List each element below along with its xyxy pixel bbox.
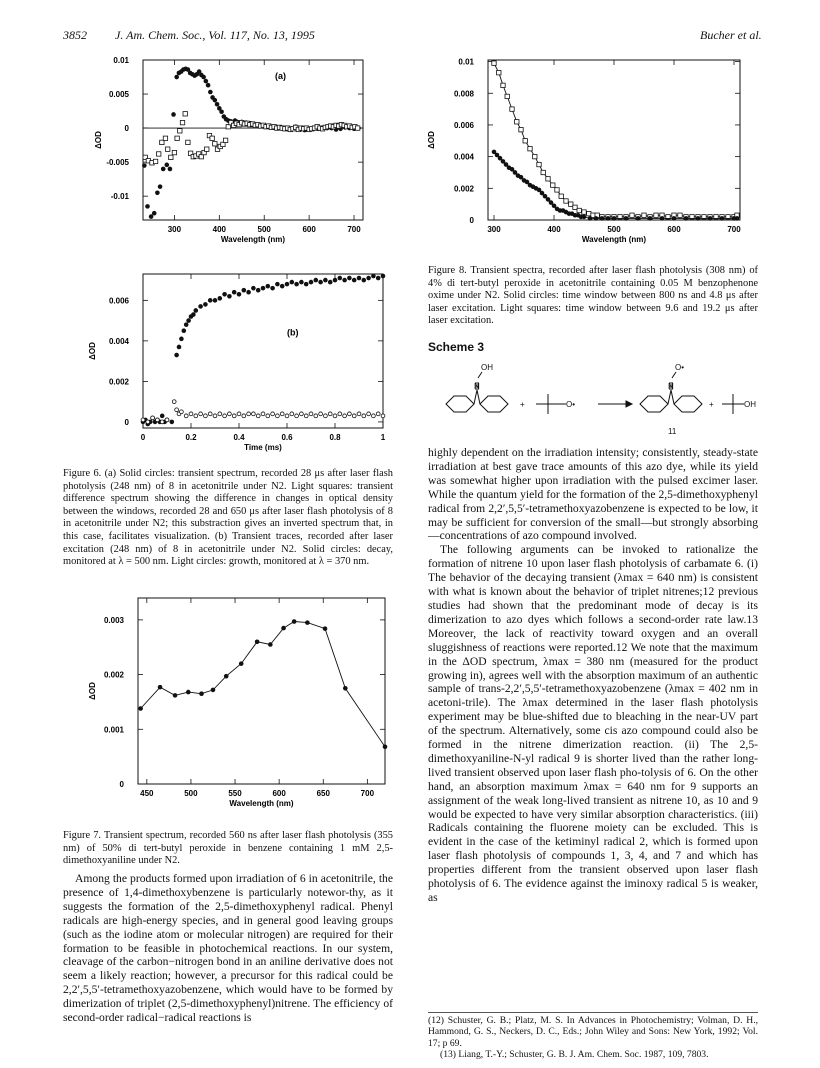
data-point xyxy=(242,414,246,418)
data-point xyxy=(343,686,348,691)
data-point xyxy=(569,202,573,206)
data-point xyxy=(222,292,227,297)
data-point xyxy=(211,688,216,693)
x-tick-label: 500 xyxy=(257,225,271,234)
data-point xyxy=(186,318,191,323)
compound-number: 11 xyxy=(668,427,677,436)
x-tick-label: 700 xyxy=(347,225,361,234)
data-point xyxy=(564,199,568,203)
y-tick-label: -0.01 xyxy=(110,192,129,202)
data-point xyxy=(328,280,333,285)
data-point xyxy=(160,414,165,419)
data-point xyxy=(199,691,204,696)
data-point xyxy=(172,400,176,404)
data-point xyxy=(299,280,304,285)
data-point xyxy=(497,70,501,74)
x-tick-label: 300 xyxy=(167,225,182,234)
data-point xyxy=(175,136,179,140)
data-point xyxy=(168,167,173,172)
scheme-atom-label: O• xyxy=(675,363,685,372)
data-point xyxy=(594,216,599,221)
plot-frame xyxy=(138,598,385,784)
data-point xyxy=(323,278,328,283)
data-point xyxy=(158,184,163,189)
data-point xyxy=(157,152,161,156)
y-tick-label: 0.002 xyxy=(108,377,129,387)
scheme-3-reaction xyxy=(428,356,760,440)
data-point xyxy=(285,414,289,418)
y-tick-label: 0 xyxy=(124,417,129,427)
data-point xyxy=(208,412,212,416)
phenyl-ring xyxy=(674,396,702,412)
data-point xyxy=(300,412,304,416)
scheme-atom-label: N xyxy=(474,382,480,391)
data-point xyxy=(172,150,176,154)
data-point xyxy=(294,282,299,287)
x-tick-label: 650 xyxy=(316,789,330,798)
data-point xyxy=(169,155,173,159)
data-point xyxy=(492,61,496,65)
figure-6a-chart xyxy=(63,48,403,253)
data-point xyxy=(309,412,313,416)
data-point xyxy=(357,276,362,281)
phenyl-ring xyxy=(446,396,474,412)
data-point xyxy=(352,414,356,418)
data-point xyxy=(271,412,275,416)
data-point xyxy=(515,120,519,124)
y-tick-label: 0.002 xyxy=(453,184,474,194)
y-tick-label: 0.002 xyxy=(103,670,124,680)
data-point xyxy=(314,278,319,283)
data-point xyxy=(735,216,740,221)
data-point xyxy=(184,414,188,418)
data-point xyxy=(256,414,260,418)
x-tick-label: 600 xyxy=(302,225,316,234)
x-tick-label: 0.4 xyxy=(233,433,245,442)
data-point xyxy=(342,278,347,283)
data-point xyxy=(280,284,285,289)
x-tick-label: 0.8 xyxy=(329,433,341,442)
data-point xyxy=(204,79,209,84)
data-point xyxy=(251,286,256,291)
data-point xyxy=(268,642,273,647)
data-point xyxy=(537,162,541,166)
data-point xyxy=(242,288,247,293)
x-tick-label: 700 xyxy=(360,789,375,798)
data-point xyxy=(210,136,214,140)
panel-label: (a) xyxy=(275,71,286,82)
data-point xyxy=(171,112,176,117)
data-point xyxy=(381,414,385,418)
data-point xyxy=(678,213,682,217)
data-point xyxy=(175,408,179,412)
data-point xyxy=(319,412,323,416)
data-point xyxy=(203,302,208,307)
panel-label: (b) xyxy=(287,327,299,338)
data-point xyxy=(587,211,591,215)
data-point xyxy=(201,75,206,80)
data-point xyxy=(256,288,261,293)
x-tick-label: 300 xyxy=(487,225,501,234)
data-point xyxy=(720,216,725,221)
data-point xyxy=(213,142,217,146)
data-point xyxy=(179,337,184,342)
data-point xyxy=(505,94,509,98)
data-point xyxy=(189,412,193,416)
data-point xyxy=(266,284,271,289)
data-point xyxy=(153,159,157,163)
data-point xyxy=(600,216,605,221)
data-point xyxy=(173,693,178,698)
data-point xyxy=(304,414,308,418)
x-axis-label: Wavelength (nm) xyxy=(220,235,286,244)
data-point xyxy=(138,706,143,711)
data-point xyxy=(204,414,208,418)
data-point xyxy=(684,216,689,221)
data-point xyxy=(357,412,361,416)
data-point xyxy=(266,414,270,418)
data-point xyxy=(213,414,217,418)
data-point xyxy=(170,420,175,425)
data-point xyxy=(381,274,386,279)
data-point xyxy=(223,414,227,418)
figure-7-chart xyxy=(63,592,403,817)
data-point xyxy=(215,102,220,107)
x-tick-label: 400 xyxy=(212,225,227,234)
data-point xyxy=(177,345,182,350)
data-point xyxy=(528,147,532,151)
right-column-body xyxy=(428,446,758,905)
data-point xyxy=(191,312,196,317)
paragraph: highly dependent on the irradiation intensity; consistently, steady-state irradiation at best gave trace amounts of this azo dye, while its yield was somewhat higher upon irradiation with the pulsed excimer laser. While the quantum yield for the formation of the 2,5-dimethoxyphenyl radical from 2,2′,5,5′-tetramethoxyazobenzene is expected to be low, it may be sufficient for conversion of the small—but strongly absorbing—concentrations of azo compound involved. xyxy=(428,446,758,543)
data-point xyxy=(184,322,189,327)
y-axis-label: ΔOD xyxy=(427,131,436,149)
figure-6-caption: Figure 6. (a) Solid circles: transient spectrum, recorded 28 μs after laser flash photolysis (248 nm) of 8 in acetonitrile under N2. Light squares: transient difference spectrum showing the difference in changes in optical density between the windows, recorded 28 and 650 μs after laser flash photolysis of 8 in acetonitrile under N2; this substraction gives an inverted spectrum that, in this case, facilitates visualization. (b) Transient traces, recorded after laser excitation (248 nm) of 8 in acetonitrile under N2. Solid circles: decay, monitored at λ = 500 nm. Light circles: growth, monitored at λ = 370 nm. xyxy=(63,468,393,568)
data-point xyxy=(636,216,641,221)
x-tick-label: 0.6 xyxy=(281,433,293,442)
y-axis-label: ΔOD xyxy=(94,131,103,149)
data-point xyxy=(606,216,611,221)
data-point xyxy=(151,416,155,420)
y-tick-label: 0.008 xyxy=(453,89,474,99)
data-point xyxy=(149,214,154,219)
data-point xyxy=(163,136,167,140)
y-tick-label: 0.005 xyxy=(108,90,129,100)
y-axis-label: ΔOD xyxy=(88,342,97,360)
y-tick-label: 0.006 xyxy=(453,120,474,130)
data-point xyxy=(290,412,294,416)
data-point xyxy=(198,304,203,309)
journal-citation: J. Am. Chem. Soc., Vol. 117, No. 13, 1995 xyxy=(115,28,315,42)
data-point xyxy=(582,215,587,220)
data-point xyxy=(347,276,352,281)
data-point xyxy=(309,280,314,285)
data-point xyxy=(261,286,266,291)
data-point xyxy=(376,412,380,416)
data-point xyxy=(371,274,376,279)
x-tick-label: 700 xyxy=(727,225,741,234)
data-point xyxy=(318,280,323,285)
y-axis-label: ΔOD xyxy=(88,682,97,700)
y-tick-label: 0.004 xyxy=(108,336,129,346)
data-point xyxy=(338,276,343,281)
data-point xyxy=(152,211,157,216)
footnote: (12) Schuster, G. B.; Platz, M. S. In Advances in Photochemistry; Volman, D. H., Hammond, G. S., Neckers, D. C., Eds.; John Wiley and Sons: New York, 1992; Vol. 17; p 69. xyxy=(428,1015,758,1049)
x-tick-label: 500 xyxy=(184,789,198,798)
data-point xyxy=(304,282,309,287)
y-tick-label: -0.005 xyxy=(106,158,129,168)
data-point xyxy=(165,418,169,422)
data-point xyxy=(588,216,593,221)
data-point xyxy=(218,412,222,416)
data-point xyxy=(208,298,213,303)
data-point xyxy=(648,216,653,221)
data-point xyxy=(624,216,629,221)
paragraph: Among the products formed upon irradiation of 6 in acetonitrile, the presence of 1,4-dimethoxybenzene is particularly notewor-thy, as it suggests the formation of the 2,5-dimethoxyphenyl radical. Phenyl radicals are high-energy species, and in general good leaving groups (such as the iodine atom or molecular nitrogen) are required for their formation to be feasible in photochemical reactions. In our system, cleavage of the carbon−nitrogen bond in an aniline derivative does not seem a likely reaction; however, a precursor for this radical could be 2,2′,5,5′-tetramethoxyazobenzene, which would have to be formed by dimerization of triplet (2,5-dimethoxyphenyl)nitrene. The efficiency of second-order radical−radical reactions is xyxy=(63,872,393,1025)
data-point xyxy=(160,420,164,424)
data-point xyxy=(328,412,332,416)
data-point xyxy=(612,216,617,221)
y-tick-label: 0.001 xyxy=(103,725,124,735)
y-tick-label: 0 xyxy=(124,124,129,134)
data-point xyxy=(559,194,563,198)
data-point xyxy=(156,418,160,422)
scheme-atom-label: O• xyxy=(566,400,576,409)
data-point xyxy=(261,412,265,416)
data-point xyxy=(252,412,256,416)
data-point xyxy=(182,328,187,333)
x-axis-label: Wavelength (nm) xyxy=(229,799,294,808)
data-point xyxy=(146,420,150,424)
data-point xyxy=(276,414,280,418)
scheme-atom-label: N xyxy=(668,382,674,391)
data-point xyxy=(270,286,275,291)
y-tick-label: 0.006 xyxy=(108,296,129,306)
data-point xyxy=(246,290,251,295)
x-axis-label: Wavelength (nm) xyxy=(581,235,647,244)
footnotes xyxy=(428,1012,758,1061)
data-point xyxy=(213,298,218,303)
data-point xyxy=(164,163,169,168)
y-tick-label: 0.004 xyxy=(453,152,474,162)
data-point xyxy=(501,83,505,87)
x-tick-label: 0 xyxy=(140,433,146,442)
data-point xyxy=(178,129,182,133)
data-point xyxy=(708,216,713,221)
data-point xyxy=(338,412,342,416)
data-point xyxy=(348,412,352,416)
data-point xyxy=(573,205,577,209)
left-column-body xyxy=(63,872,393,1025)
data-point xyxy=(180,410,184,414)
scheme-plus: + xyxy=(709,400,714,409)
data-point xyxy=(174,353,179,358)
data-point xyxy=(186,140,190,144)
data-point xyxy=(247,412,251,416)
data-point xyxy=(280,412,284,416)
figure-6b-chart xyxy=(63,262,403,467)
data-point xyxy=(555,188,559,192)
data-point xyxy=(367,412,371,416)
data-point xyxy=(333,278,338,283)
data-point xyxy=(194,308,199,313)
data-point xyxy=(372,414,376,418)
data-point xyxy=(362,414,366,418)
x-tick-label: 500 xyxy=(607,225,621,234)
data-point xyxy=(314,414,318,418)
paragraph: The following arguments can be invoked to rationalize the formation of nitrene 10 upon laser flash photolysis of carbamate 6. (i) The behavior of the decaying transient (λmax = 640 nm) is consistent with what is known about the behavior of triplet nitrenes;12 previous studies had shown that the predominant mode of decay is its dimerization to azo dyes which follows a second-order rate law.13 Moreover, the lack of reactivity toward oxygen and an overall sluggishness of reactions were reported.12 We note that the maximum in the ΔOD spectrum, λmax = 380 nm (measured for the product growing in), agrees well with the absorption maximum of an authentic sample of trans-2,2′,5,5′-tetramethoxyazobenzene (λmax = 402 nm in acetoni-trile). The λmax determined in the laser flash photolysis experiment may be blue-shifted due to bleaching in the near-UV part of the spectrum. Alternatively, some cis azo compound could also be formed in the nitrene dimerization reaction. (ii) The 2,5-dimethoxyaniline-N-yl radical 9 is shorter lived than the rather long-lived transient observed upon laser flash pho-tolysis of 6. On the other hand, an absorption maximum λmax = 640 nm for 9 supports an assignment of the weak long-lived transient as nitrene 10, as 10 and 9 would be expected to have very similar absorption characteristics. (iii) Radicals containing the fluorene moiety can be excluded. This is evident in the case of the ketiminyl radical 2, which is formed upon laser flash photolysis of compounds 1, 3, 4, and 7 and which has properties different from the transient observed upon laser flash photolysis of 6. The evidence against the iminoxy radical 5 is weaker, as xyxy=(428,543,758,904)
x-tick-label: 550 xyxy=(228,789,242,798)
data-point xyxy=(237,292,242,297)
plot-frame xyxy=(143,274,383,428)
data-point xyxy=(205,147,209,151)
data-point xyxy=(145,204,150,209)
y-tick-label: 0 xyxy=(469,216,474,225)
data-point xyxy=(376,276,381,281)
figure-8-caption: Figure 8. Transient spectra, recorded after laser flash photolysis (308 nm) of 4% di tert-butyl peroxide in acetonitrile containing 0.05 M benzophenone oxime under N2. Solid circles: time window between 800 ns and 4.8 μs after laser excitation. Light squares: time window between 9.6 and 19.2 μs after laser excitation. xyxy=(428,265,758,327)
data-point xyxy=(199,412,203,416)
data-point xyxy=(323,626,328,631)
scheme-atom-label: OH xyxy=(744,400,756,409)
data-point xyxy=(255,639,260,644)
data-point xyxy=(630,213,634,217)
data-point xyxy=(285,282,290,287)
data-point xyxy=(218,296,223,301)
data-point xyxy=(161,167,166,172)
phenyl-ring xyxy=(640,396,668,412)
data-point xyxy=(305,620,310,625)
series-line xyxy=(494,63,737,217)
x-tick-label: 1 xyxy=(380,433,386,442)
data-point xyxy=(237,412,241,416)
x-tick-label: 0.2 xyxy=(185,433,197,442)
data-point xyxy=(654,213,658,217)
data-point xyxy=(155,190,160,195)
footnote: (13) Liang, T.-Y.; Schuster, G. B. J. Am. Chem. Soc. 1987, 109, 7803. xyxy=(440,1049,709,1061)
data-point xyxy=(228,412,232,416)
data-point xyxy=(232,414,236,418)
data-point xyxy=(227,294,232,299)
data-point xyxy=(324,414,328,418)
data-point xyxy=(577,208,581,212)
data-point xyxy=(281,626,286,631)
data-point xyxy=(523,139,527,143)
data-point xyxy=(343,414,347,418)
data-point xyxy=(352,278,357,283)
data-point xyxy=(533,154,537,158)
x-axis-label: Time (ms) xyxy=(244,443,282,452)
phenyl-ring xyxy=(480,396,508,412)
data-point xyxy=(141,418,145,422)
data-point xyxy=(660,216,665,221)
data-point xyxy=(206,83,211,88)
scheme-3-title: Scheme 3 xyxy=(428,340,485,354)
data-point xyxy=(362,278,367,283)
data-point xyxy=(696,216,701,221)
data-point xyxy=(355,126,359,130)
data-point xyxy=(239,661,244,666)
data-point xyxy=(142,163,147,168)
y-tick-label: 0 xyxy=(119,780,124,789)
y-tick-label: 0.01 xyxy=(113,56,129,65)
data-point xyxy=(546,177,550,181)
data-point xyxy=(275,282,280,287)
data-point xyxy=(165,147,169,151)
data-point xyxy=(174,75,179,80)
figure-7-caption: Figure 7. Transient spectrum, recorded 560 ns after laser flash photolysis (355 nm) of 50% di tert-butyl peroxide in benzene containing 1 mM 2,5-dimethoxyaniline under N2. xyxy=(63,830,393,867)
data-point xyxy=(541,170,545,174)
data-point xyxy=(219,109,224,114)
y-tick-label: 0.01 xyxy=(458,57,474,67)
y-tick-label: 0.003 xyxy=(103,615,124,625)
data-point xyxy=(194,414,198,418)
data-point xyxy=(180,120,184,124)
data-point xyxy=(158,685,163,690)
data-point xyxy=(383,745,388,750)
data-point xyxy=(292,619,297,624)
data-point xyxy=(223,138,227,142)
scheme-plus: + xyxy=(520,400,525,409)
data-point xyxy=(366,276,371,281)
x-tick-label: 600 xyxy=(272,789,286,798)
data-point xyxy=(642,213,646,217)
data-point xyxy=(290,280,295,285)
data-point xyxy=(186,690,191,695)
data-point xyxy=(208,90,213,95)
data-point xyxy=(183,112,187,116)
data-point xyxy=(333,414,337,418)
data-point xyxy=(582,210,586,214)
data-point xyxy=(213,98,218,103)
x-tick-label: 600 xyxy=(667,225,681,234)
series-line xyxy=(141,622,385,747)
x-tick-label: 450 xyxy=(140,789,154,798)
x-tick-label: 400 xyxy=(547,225,561,234)
data-point xyxy=(232,290,237,295)
data-point xyxy=(510,107,514,111)
data-point xyxy=(224,674,229,679)
scheme-atom-label: OH xyxy=(481,363,493,372)
data-point xyxy=(519,128,523,132)
figure-8-chart xyxy=(420,48,760,253)
data-point xyxy=(551,183,555,187)
page-number: 3852 xyxy=(63,28,87,42)
running-authors: Bucher et al. xyxy=(700,28,762,42)
data-point xyxy=(295,414,299,418)
data-point xyxy=(672,216,677,221)
